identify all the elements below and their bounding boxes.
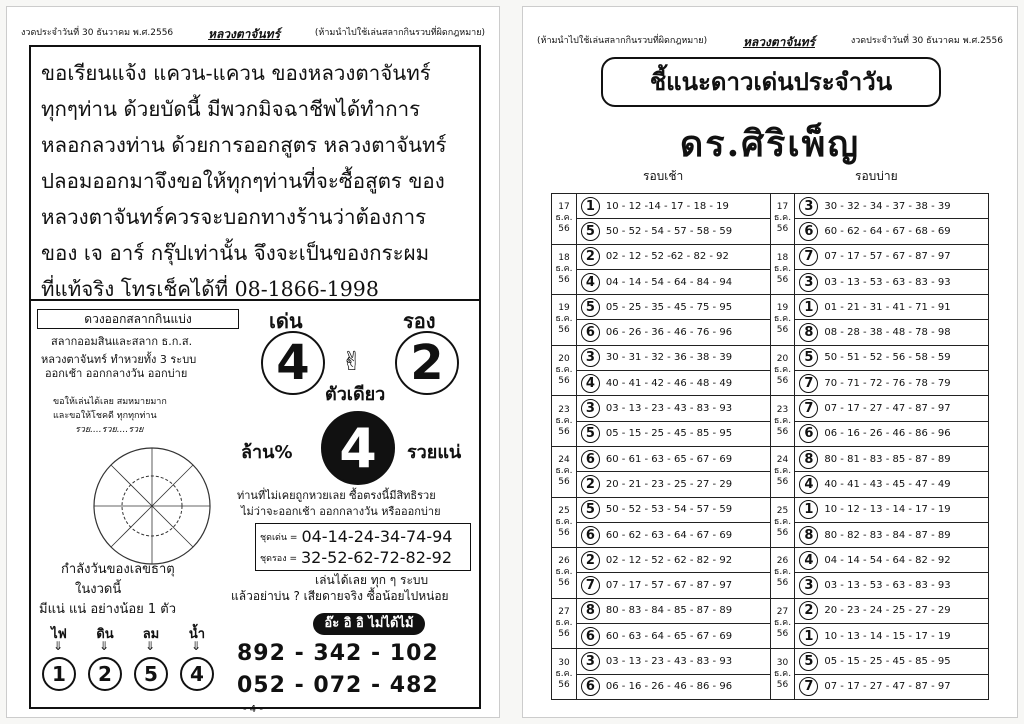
number-set: 05 - 25 - 35 - 45 - 75 - 95 [605,301,733,313]
key-digit: 3 [799,576,818,595]
year-abbrev: 56 [776,679,789,690]
month-abbrev: ธ.ค. [555,365,573,376]
key-digit: 5 [581,424,600,443]
year-abbrev: 56 [558,224,570,235]
key-digit: 3 [581,399,600,418]
right-header [523,33,1017,52]
number-set-cell [795,244,989,269]
number-set-cell [576,194,770,219]
element-subtitle: ในงวดนี้ [75,582,122,597]
number-set: 05 - 15 - 25 - 45 - 85 - 95 [824,655,951,667]
year-abbrev: 56 [558,325,570,336]
key-digit: 7 [581,576,600,595]
month-abbrev: ธ.ค. [555,668,573,679]
arrow-down-icon: ⇓ [145,639,156,653]
day-number: 18 [558,252,570,263]
number-set-cell [576,244,770,269]
key-digit: 3 [799,273,818,292]
number-set: 60 - 62 - 64 - 67 - 68 - 69 [824,225,951,237]
day-cell [770,497,795,548]
table-row [552,194,989,219]
arrow-down-icon: ⇓ [53,639,64,653]
day-cell [552,446,577,497]
key-digit: 6 [581,627,600,646]
arrow-down-icon: ⇓ [99,639,110,653]
number-set: 10 - 12 - 13 - 14 - 17 - 19 [824,504,951,516]
notice-line: หลอกลวงท่าน ด้วยการออกสูตร หลวงตาจันทร์ [41,133,447,157]
notice-line: ทุกๆท่าน ด้วยบัดนี้ มีพวกมิจฉาชีพได้ทำการ [41,97,421,121]
key-digit: 4 [581,374,600,393]
number-set-cell [795,219,989,244]
combo-second-value: 32-52-62-72-82-92 [301,548,453,567]
table-row [552,371,989,396]
day-cell [552,244,577,295]
number-set-cell [576,371,770,396]
day-number: 19 [776,303,789,314]
key-digit: 8 [799,323,818,342]
main-label: เด่น [269,309,303,333]
number-set-cell [576,396,770,421]
combo-box [255,523,471,571]
key-digit: 6 [581,323,600,342]
single-label: ตัวเดียว [325,384,386,405]
notice-line: ของ เจ อาร์ กรุ๊ปเท่านั้น จึงจะเป็นของกระผม [41,241,430,265]
banner-title: ชี้แนะดาวเด่นประจำวัน [601,57,941,107]
number-set: 04 - 14 - 54 - 64 - 84 - 94 [605,276,733,288]
number-set-cell [795,269,989,294]
number-set-cell [795,396,989,421]
key-digit: 6 [581,677,600,696]
number-set-cell [795,371,989,396]
lotto-label: ดวงออกสลากกินแบ่ง [37,309,239,329]
number-set: 06 - 16 - 26 - 46 - 86 - 96 [824,428,951,440]
number-set-cell [795,674,989,699]
year-abbrev: 56 [776,629,789,640]
key-digit: 7 [799,247,818,266]
three-digit-row: 892 - 342 - 102 [237,641,439,666]
key-digit: 3 [581,348,600,367]
number-set-cell [795,598,989,623]
day-number: 25 [776,505,789,516]
notice-line: หลวงตาจันทร์ควรจะบอกทางร้านว่าต้องการ [41,205,427,229]
element-label-earth: ดิน [96,627,114,642]
day-cell [770,345,795,396]
number-set: 60 - 62 - 63 - 64 - 67 - 69 [605,529,733,541]
key-digit: 7 [799,399,818,418]
year-abbrev: 56 [776,477,789,488]
play-line: แล้วอย่าบ่น ? เสียดายจริง ซื้อน้อยไปหน่อย [231,589,449,603]
number-set-cell [795,522,989,547]
three-digit-number: 052 [237,673,286,698]
table-row [552,598,989,623]
author-name: ดร.ศิริเพ็ญ [679,123,861,165]
msg-line: ท่านที่ไม่เคยถูกหวยเลย ซื้อตรงนี้มีสิทธิรวย [237,489,436,502]
day-cell [770,649,795,700]
year-abbrev: 56 [558,426,570,437]
element-label-fire: ไฟ [51,627,67,642]
day-cell [770,295,795,346]
table-row [552,472,989,497]
number-set-cell [795,497,989,522]
number-set: 03 - 13 - 53 - 63 - 83 - 93 [824,580,951,592]
notice-line: ปลอมออกมาจึงขอให้ทุกๆท่านที่จะซื้อสูตร ของ [41,169,445,193]
key-digit: 4 [799,551,818,570]
element-digit-water: 4 [180,657,214,691]
warning-notice [29,45,481,301]
year-abbrev: 56 [558,527,570,538]
number-set: 40 - 41 - 42 - 46 - 48 - 49 [605,377,733,389]
number-set: 50 - 52 - 54 - 57 - 58 - 59 [605,225,733,237]
day-number: 20 [558,354,570,365]
key-digit: 2 [799,601,818,620]
number-set-cell [576,269,770,294]
arrow-down-icon: ⇓ [191,639,202,653]
number-set: 05 - 15 - 25 - 45 - 85 - 95 [605,428,733,440]
number-set-cell [795,649,989,674]
day-cell [770,244,795,295]
year-abbrev: 56 [558,578,570,589]
key-digit: 8 [581,601,600,620]
number-set: 03 - 13 - 53 - 63 - 83 - 93 [824,276,951,288]
day-number: 30 [558,657,570,668]
tagline-pill: อ๊ะ อิ อิ ไม่ได้ไม้ [313,613,425,635]
three-digit-number: 892 [237,641,286,666]
number-set-cell [576,320,770,345]
key-digit: 5 [799,348,818,367]
number-set-cell [795,472,989,497]
right-brand: หลวงตาจันทร์ [742,35,815,49]
key-digit: 4 [581,273,600,292]
wish-line: ขอให้เล่นได้เลย สมหมายมาก [53,397,167,407]
number-set: 30 - 32 - 34 - 37 - 38 - 39 [824,200,951,212]
key-digit: 1 [581,197,600,216]
month-abbrev: ธ.ค. [773,516,792,527]
key-digit: 8 [799,526,818,545]
victory-hand-icon: ✌ [341,347,363,377]
number-set: 07 - 17 - 27 - 47 - 87 - 97 [824,681,951,693]
day-cell [770,446,795,497]
left-draw-date: งวดประจำวันที่ 30 ธันวาคม พ.ศ.2556 [21,28,174,38]
number-set-cell [795,295,989,320]
combo-main-label: ชุดเด่น = [260,532,298,543]
month-abbrev: ธ.ค. [555,516,573,527]
three-digit-number: 482 [389,673,439,698]
day-number: 26 [776,556,789,567]
number-set-cell [795,421,989,446]
month-abbrev: ธ.ค. [555,314,573,325]
notice-line: ที่แท้จริง โทรเช็คได้ที่ 08-1866-1998 [41,277,379,301]
table-row [552,548,989,573]
month-abbrev: ธ.ค. [773,668,792,679]
number-set: 50 - 52 - 53 - 54 - 57 - 59 [605,504,733,516]
number-set: 08 - 28 - 38 - 48 - 78 - 98 [824,327,951,339]
left-header [7,25,499,44]
main-digit: 4 [261,331,325,395]
day-cell [552,345,577,396]
left-brand: หลวงตาจันทร์ [208,27,281,41]
key-digit: 6 [581,450,600,469]
year-abbrev: 56 [776,224,789,235]
day-number: 23 [558,404,570,415]
key-digit: 3 [799,197,818,216]
key-digit: 2 [581,551,600,570]
table-row [552,219,989,244]
year-abbrev: 56 [558,629,570,640]
number-set: 02 - 12 - 52 -62 - 82 - 92 [605,251,729,263]
number-set-cell [576,446,770,471]
day-cell [552,497,577,548]
table-row [552,320,989,345]
day-number: 30 [776,657,789,668]
table-row [552,522,989,547]
number-set-cell [576,295,770,320]
number-set-cell [576,472,770,497]
key-digit: 1 [799,627,818,646]
number-set-cell [576,345,770,370]
key-digit: 4 [799,475,818,494]
play-line: เล่นได้เลย ทุก ๆ ระบบ [315,573,429,587]
day-number: 25 [558,505,570,516]
number-set-cell [576,573,770,598]
number-set-cell [795,194,989,219]
combo-second-label: ชุดรอง = [260,553,297,564]
number-set-cell [795,320,989,345]
key-digit: 5 [581,222,600,241]
number-set-cell [576,219,770,244]
table-row [552,345,989,370]
table-row [552,396,989,421]
key-digit: 6 [799,424,818,443]
day-cell [770,548,795,599]
table-row [552,295,989,320]
afternoon-round-label: รอบบ่าย [855,169,898,183]
key-digit: 5 [581,500,600,519]
month-abbrev: ธ.ค. [773,567,792,578]
number-set: 50 - 51 - 52 - 56 - 58 - 59 [824,352,951,364]
day-number: 19 [558,303,570,314]
key-digit: 3 [581,652,600,671]
number-set: 40 - 41 - 43 - 45 - 47 - 49 [824,478,951,490]
day-number: 20 [776,354,789,365]
table-row [552,269,989,294]
number-set: 70 - 71 - 72 - 76 - 78 - 79 [824,377,951,389]
right-draw-date: งวดประจำวันที่ 30 ธันวาคม พ.ศ.2556 [850,36,1003,46]
number-set: 80 - 82 - 83 - 84 - 87 - 89 [824,529,951,541]
three-digit-row: 052 - 072 - 482 [237,673,439,698]
element-note: มีแน่ แน่ อย่างน้อย 1 ตัว [39,602,177,617]
intro-line: ออกเช้า ออกกลางวัน ออกบ่าย [45,367,188,380]
month-abbrev: ธ.ค. [555,415,573,426]
left-page [6,6,500,718]
table-row [552,624,989,649]
million-label: ล้าน% [241,442,293,463]
number-set: 80 - 83 - 84 - 85 - 87 - 89 [605,605,733,617]
day-cell [552,548,577,599]
number-set-cell [576,421,770,446]
wish-line: รวย....รวย....รวย [75,425,144,435]
page-number: - 4 - [243,704,263,715]
key-digit: 2 [581,247,600,266]
number-set-cell [795,573,989,598]
element-digit-wind: 5 [134,657,168,691]
number-set: 02 - 12 - 52 - 62 - 82 - 92 [605,554,733,566]
three-digit-number: 072 [313,673,363,698]
day-number: 23 [776,404,789,415]
intro-line: สลากออมสินและสลาก ธ.ก.ส. [51,335,193,348]
morning-round-label: รอบเช้า [643,169,684,183]
number-set: 60 - 61 - 63 - 65 - 67 - 69 [605,453,733,465]
table-row [552,421,989,446]
element-digit-earth: 2 [88,657,122,691]
number-set-cell [795,548,989,573]
day-number: 24 [558,455,570,466]
day-cell [552,295,577,346]
right-legal-note: (ห้ามนำไปใช้เล่นสลากกินรวบที่ผิดกฎหมาย) [537,36,708,46]
month-abbrev: ธ.ค. [555,567,573,578]
rich-label: รวยแน่ [407,442,462,463]
key-digit: 7 [799,374,818,393]
key-digit: 6 [799,222,818,241]
prediction-panel [29,301,481,709]
year-abbrev: 56 [776,426,789,437]
number-set: 03 - 13 - 23 - 43 - 83 - 93 [605,655,733,667]
year-abbrev: 56 [776,376,789,387]
table-row [552,573,989,598]
key-digit: 5 [799,652,818,671]
number-set-cell [795,345,989,370]
number-set: 20 - 23 - 24 - 25 - 27 - 29 [824,605,951,617]
element-label-water: น้ำ [188,627,206,642]
day-cell [770,194,795,245]
number-set-cell [576,624,770,649]
day-number: 27 [558,607,570,618]
month-abbrev: ธ.ค. [555,213,573,224]
year-abbrev: 56 [558,376,570,387]
day-cell [552,598,577,649]
key-digit: 7 [799,677,818,696]
intro-line: หลวงตาจันทร์ ทำหวยทั้ง 3 ระบบ [41,353,197,366]
table-row [552,446,989,471]
astrology-chart-icon [87,441,217,571]
number-set: 06 - 16 - 26 - 46 - 86 - 96 [605,681,733,693]
number-set: 80 - 81 - 83 - 85 - 87 - 89 [824,453,951,465]
key-digit: 5 [581,298,600,317]
month-abbrev: ธ.ค. [773,365,792,376]
month-abbrev: ธ.ค. [773,263,792,274]
number-set: 07 - 17 - 27 - 47 - 87 - 97 [824,403,951,415]
combo-main-value: 04-14-24-34-74-94 [301,527,453,546]
number-set-cell [576,649,770,674]
element-title: กำลังวันของเลขธาตุ [61,562,175,577]
year-abbrev: 56 [558,477,570,488]
daily-number-table [551,193,989,700]
month-abbrev: ธ.ค. [555,618,573,629]
day-number: 27 [776,607,789,618]
number-set: 06 - 26 - 36 - 46 - 76 - 96 [605,327,733,339]
element-label-wind: ลม [142,627,160,642]
day-cell [552,649,577,700]
month-abbrev: ธ.ค. [555,263,573,274]
number-set-cell [576,548,770,573]
year-abbrev: 56 [776,578,789,589]
key-digit: 2 [581,475,600,494]
day-cell [552,396,577,447]
day-number: 17 [558,202,570,213]
number-set-cell [576,674,770,699]
number-set-cell [795,624,989,649]
number-set: 01 - 21 - 31 - 41 - 71 - 91 [824,301,951,313]
number-set: 10 - 12 -14 - 17 - 18 - 19 [605,200,729,212]
wish-line: และขอให้โชคดี ทุกทุกท่าน [53,411,157,421]
month-abbrev: ธ.ค. [773,415,792,426]
notice-line: ขอเรียนแจ้ง แควน-แควน ของหลวงตาจันทร์ [41,61,431,85]
number-set-cell [576,522,770,547]
second-label: รอง [403,309,436,333]
table-row [552,244,989,269]
year-abbrev: 56 [558,274,570,285]
month-abbrev: ธ.ค. [773,213,792,224]
table-row [552,497,989,522]
year-abbrev: 56 [776,527,789,538]
month-abbrev: ธ.ค. [773,314,792,325]
number-set: 60 - 63 - 64 - 65 - 67 - 69 [605,630,733,642]
number-set-cell [576,497,770,522]
month-abbrev: ธ.ค. [773,618,792,629]
month-abbrev: ธ.ค. [555,466,573,477]
day-number: 18 [776,252,789,263]
number-set-cell [795,446,989,471]
second-digit: 2 [395,331,459,395]
number-set: 07 - 17 - 57 - 67 - 87 - 97 [824,251,951,263]
year-abbrev: 56 [776,274,789,285]
three-digit-number: 102 [389,641,439,666]
three-digit-number: 342 [313,641,363,666]
right-page [522,6,1018,718]
key-digit: 6 [581,526,600,545]
year-abbrev: 56 [776,325,789,336]
msg-line: ไม่ว่าจะออกเช้า ออกกลางวัน หรือออกบ่าย [241,505,441,518]
day-cell [770,396,795,447]
single-digit: 4 [321,411,395,485]
number-set: 07 - 17 - 57 - 67 - 87 - 97 [605,580,733,592]
key-digit: 1 [799,500,818,519]
number-set: 20 - 21 - 23 - 25 - 27 - 29 [605,478,733,490]
number-set: 04 - 14 - 54 - 64 - 82 - 92 [824,554,951,566]
table-row [552,674,989,699]
number-set: 10 - 13 - 14 - 15 - 17 - 19 [824,630,951,642]
day-cell [770,598,795,649]
key-digit: 1 [799,298,818,317]
day-number: 17 [776,202,789,213]
key-digit: 8 [799,450,818,469]
day-number: 26 [558,556,570,567]
day-number: 24 [776,455,789,466]
element-digit-fire: 1 [42,657,76,691]
number-set: 30 - 31 - 32 - 36 - 38 - 39 [605,352,733,364]
number-set-cell [576,598,770,623]
day-cell [552,194,577,245]
left-legal-note: (ห้ามนำไปใช้เล่นสลากกินรวบที่ผิดกฎหมาย) [314,28,485,38]
month-abbrev: ธ.ค. [773,466,792,477]
number-set: 03 - 13 - 23 - 43 - 83 - 93 [605,403,733,415]
year-abbrev: 56 [558,679,570,690]
table-row [552,649,989,674]
